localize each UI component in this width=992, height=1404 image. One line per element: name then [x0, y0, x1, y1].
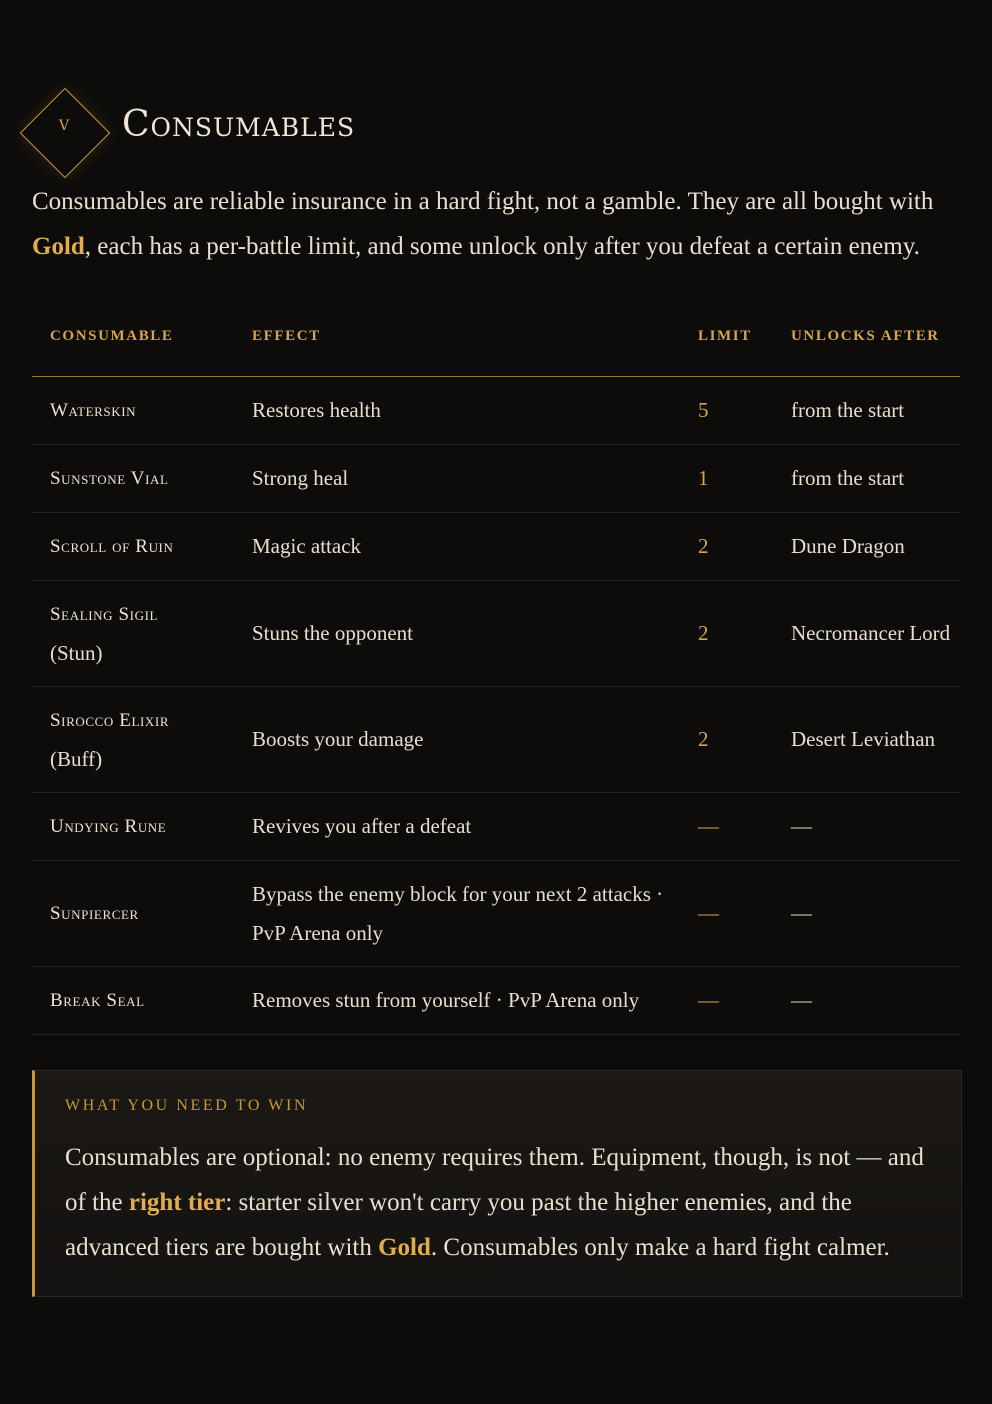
table-row	[32, 687, 960, 793]
callout-text-3: . Consumables only make a hard fight calmer.	[430, 1234, 890, 1261]
consumable-effect: Boosts your damage	[252, 687, 698, 793]
consumable-limit: 5	[698, 377, 791, 445]
consumable-effect: Bypass the enemy block for your next 2 attacks · PvP Arena only	[252, 861, 698, 967]
consumable-name-sub: (Buff)	[50, 747, 103, 771]
consumable-effect: Strong heal	[252, 445, 698, 513]
section-title: Consumables	[122, 104, 356, 145]
section-numeral: V	[58, 118, 70, 134]
win-callout	[32, 1070, 962, 1297]
section-intro	[32, 179, 960, 269]
callout-text-1: Consumables are optional: no enemy requires them. Equipment, though, is not — and of the	[65, 1144, 924, 1216]
intro-text-1: Consumables are reliable insurance in a hard fight, not a gamble. They are all bought with	[32, 188, 934, 215]
consumable-unlocks: from the start	[791, 445, 960, 513]
consumable-effect: Restores health	[252, 377, 698, 445]
consumable-name: Scroll of Ruin	[32, 513, 252, 581]
consumable-name-cell	[32, 687, 252, 793]
consumable-name-sub: (Stun)	[50, 641, 103, 665]
callout-highlight-right-tier: right tier	[128, 1189, 226, 1216]
consumable-effect: Revives you after a defeat	[252, 793, 698, 861]
consumable-limit: 2	[698, 687, 791, 793]
table-row	[32, 513, 960, 581]
table-row	[32, 377, 960, 445]
header-unlocks-after: UNLOCKS AFTER	[791, 296, 960, 377]
callout-body	[65, 1135, 935, 1270]
consumable-limit: 2	[698, 581, 791, 687]
intro-gold-highlight: Gold	[32, 233, 85, 260]
table-row	[32, 581, 960, 687]
header-limit: LIMIT	[698, 296, 791, 377]
consumable-unlocks: —	[791, 967, 960, 1035]
table-row	[32, 445, 960, 513]
consumable-name: Sunpiercer	[32, 861, 252, 967]
header-consumable: CONSUMABLE	[32, 296, 252, 377]
consumable-name: Waterskin	[32, 377, 252, 445]
consumable-name: Sealing Sigil	[50, 604, 159, 625]
consumable-limit: 2	[698, 513, 791, 581]
consumable-unlocks: from the start	[791, 377, 960, 445]
consumable-limit: 1	[698, 445, 791, 513]
consumable-name: Break Seal	[32, 967, 252, 1035]
header-effect: EFFECT	[252, 296, 698, 377]
table-row	[32, 793, 960, 861]
table-row	[32, 967, 960, 1035]
consumable-name: Sirocco Elixir	[50, 710, 170, 731]
section-header	[32, 88, 960, 174]
consumable-unlocks: —	[791, 793, 960, 861]
consumable-name-cell	[32, 581, 252, 687]
table-row	[32, 861, 960, 967]
consumable-unlocks: Dune Dragon	[791, 513, 960, 581]
consumable-name: Undying Rune	[32, 793, 252, 861]
table-header-row	[32, 296, 960, 377]
consumable-unlocks: —	[791, 861, 960, 967]
consumable-effect: Removes stun from yourself · PvP Arena only	[252, 967, 698, 1035]
consumable-limit: —	[698, 861, 791, 967]
consumables-table	[32, 296, 960, 1035]
consumable-effect: Stuns the opponent	[252, 581, 698, 687]
consumable-limit: —	[698, 793, 791, 861]
consumable-unlocks: Desert Leviathan	[791, 687, 960, 793]
intro-text-2: , each has a per-battle limit, and some unlock only after you defeat a certain enemy.	[84, 233, 920, 260]
callout-highlight-gold: Gold	[378, 1234, 431, 1261]
callout-label: WHAT YOU NEED TO WIN	[65, 1097, 309, 1114]
consumable-unlocks: Necromancer Lord	[791, 581, 960, 687]
callout-text-2: : starter silver won't carry you past the higher enemies, and the advanced tiers are bought with	[65, 1189, 852, 1261]
consumable-limit: —	[698, 967, 791, 1035]
consumable-name: Sunstone Vial	[32, 445, 252, 513]
consumable-effect: Magic attack	[252, 513, 698, 581]
